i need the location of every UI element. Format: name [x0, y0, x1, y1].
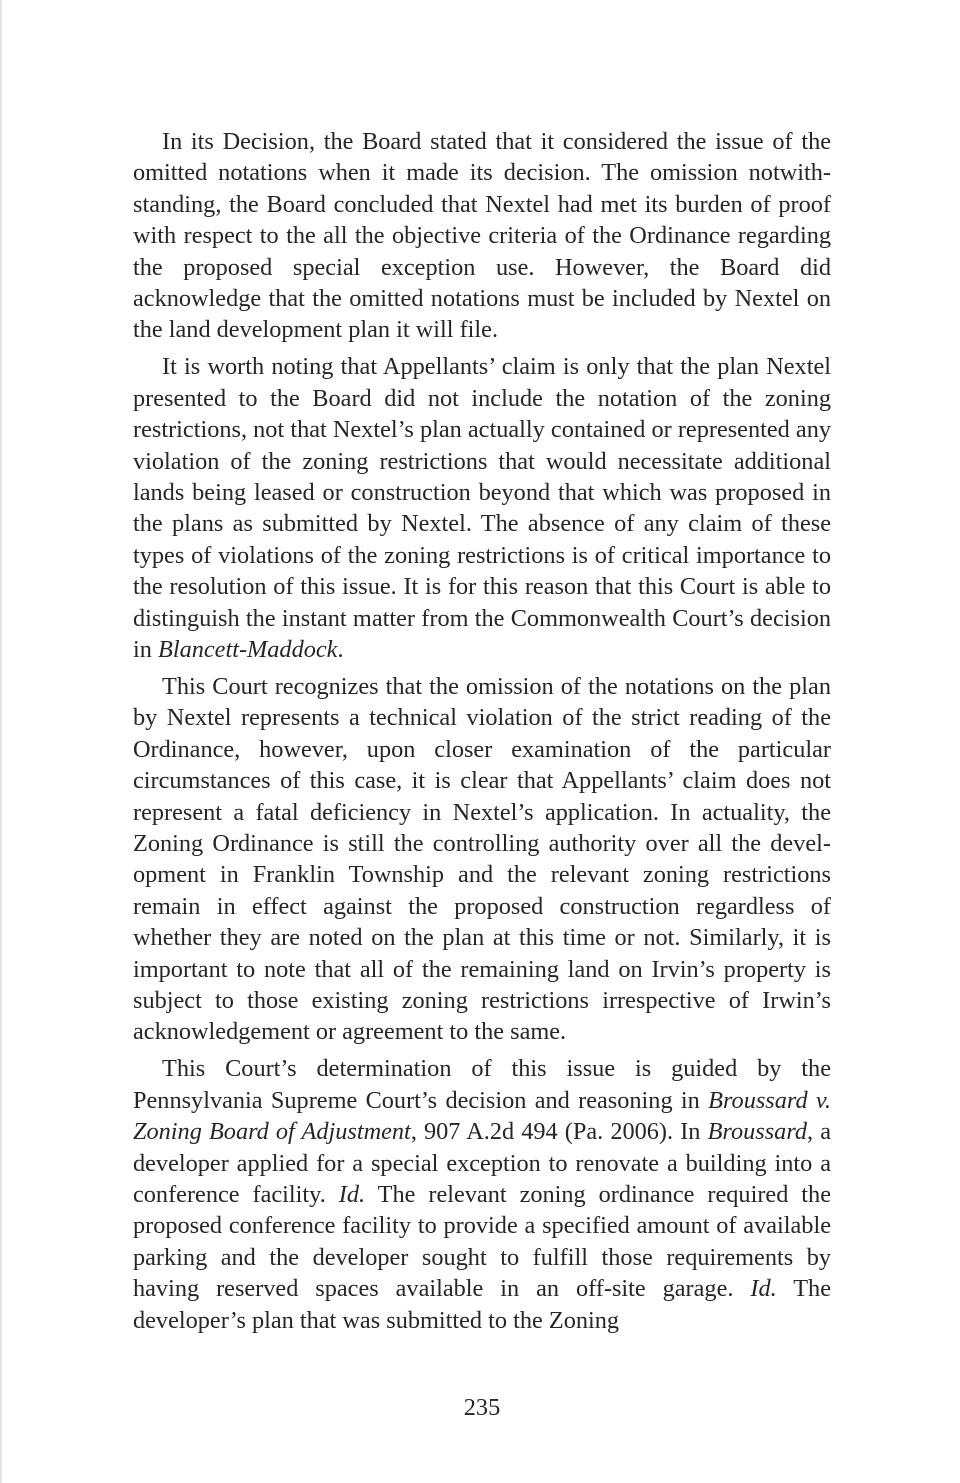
paragraph-4-text-e: The developer’s plan that was submitted to the Zoning — [133, 1275, 831, 1334]
paragraph-3-text: This Court recognizes that the omission of the notations on the plan by Nextel represents a technical violation of the strict reading of the Ordinance, however, upon closer examination of the particular circumstances of this case, it is clear that Appellants’ claim does not represent a fatal deficiency in Nextel’s application. In actuality, the Zoning Ordinance is still the controlling authority over all the development in Franklin Township and the relevant zoning restrictions remain in effect against the proposed construction regardless of whether they are noted on the plan at this time or not. Similarly, it is important to note that all of the remaining land on Irvin’s property is subject to those existing zoning restrictions irrespective of Irwin’s acknowledgement or agreement to the same. — [133, 672, 831, 1046]
paragraph-1 — [133, 126, 831, 346]
case-citation-broussard-full: Broussard v. Zoning Board of Adjustment — [133, 1086, 831, 1146]
paragraph-4 — [133, 1053, 831, 1336]
paragraph-2-text: It is worth noting that Appellants’ claim is only that the plan Nextel presented to the Board did not include the notation of the zoning restrictions, not that Nextel’s plan actually contained or represented any violation of the zoning restrictions that would necessitate additional lands being leased or construction beyond that which was proposed in the plans as submitted by Nextel. The absence of any claim of these types of violations of the zoning restrictions is of critical importance to the resolution of this issue. It is for this reason that this Court is able to distinguish the instant matter from the Commonwealth Court’s decision in — [133, 353, 831, 663]
citation-id-1: Id. — [338, 1180, 366, 1208]
paragraph-1-text: In its Decision, the Board stated that it considered the issue of the omitted notations when it made its decision. The omission notwithstanding, the Board concluded that Nextel had met its burden of proof with respect to the all the objective criteria of the Ordinance regarding the proposed special exception use. However, the Board did acknowledge that the omitted notations must be included by Nextel on the land development plan it will file. — [133, 128, 831, 344]
paragraph-4-text-a: This Court’s determination of this issue is guided by the Pennsylvania Supreme Court’s decision and reasoning in — [133, 1055, 831, 1114]
paragraph-2 — [133, 351, 831, 665]
page-number: 235 — [463, 1394, 501, 1421]
paragraph-4-text-c: , a developer applied for a special exception to renovate a building into a conference facility. — [133, 1118, 831, 1208]
case-citation-broussard-short: Broussard — [707, 1118, 808, 1146]
body-text — [133, 126, 831, 1341]
paragraph-4-text-b: , 907 A.2d 494 (Pa. 2006). In — [410, 1118, 708, 1146]
paragraph-2-end: . — [337, 636, 344, 663]
paragraph-3 — [133, 671, 831, 1048]
paragraph-4-text-d: The relevant zoning ordinance required the proposed conference facility to provide a specified amount of available parking and the developer sought to fulfill those requirements by having reserved spaces available in an off-site garage. — [133, 1180, 831, 1303]
citation-id-2: Id. — [750, 1275, 777, 1303]
case-citation-blancett-maddock: Blancett-Maddock — [157, 636, 338, 663]
